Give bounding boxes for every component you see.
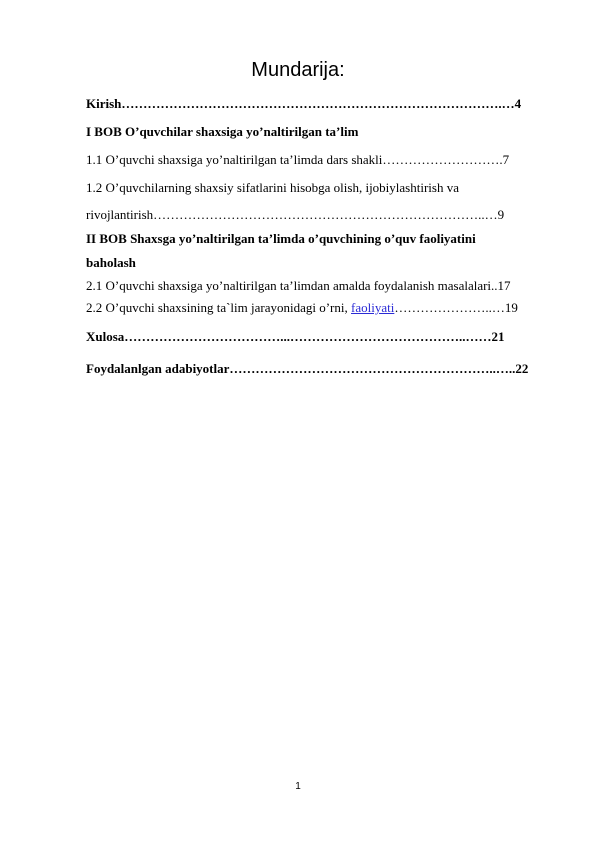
page-number: 1 bbox=[295, 781, 301, 792]
toc-entry-references: Foydalanlgan adabiyotlar……………………………………………………..…..22 bbox=[86, 361, 529, 376]
page-title: Mundarija: bbox=[251, 59, 345, 81]
toc-entry-1-1: 1.1 O’quvchi shaxsiga yo’naltirilgan ta’limda dars shakli……………………….7 bbox=[86, 152, 510, 167]
toc-entry-2-2 bbox=[86, 300, 518, 316]
toc-chapter-1-title: I BOB O’quvchilar shaxsiga yo’naltirilgan ta’lim bbox=[86, 124, 359, 139]
toc-entry-1-2-line1: 1.2 O’quvchilarning shaxsiy sifatlarini hisobga olish, ijobiylashtirish va bbox=[86, 180, 459, 195]
toc-chapter-2-title-line2: baholash bbox=[86, 255, 136, 270]
toc-entry-1-2-line2: rivojlantirish…………………………………………………………………..…9 bbox=[86, 207, 505, 222]
toc-chapter-2-title-line1: II BOB Shaxsga yo’naltirilgan ta’limda o’quvchining o’quv faoliyatini bbox=[86, 231, 476, 246]
toc-entry-conclusion: Xulosa………………………………...…………………………………..……21 bbox=[86, 329, 505, 344]
toc-entry-2-2-suffix: …………………..…19 bbox=[394, 300, 518, 315]
toc-entry-intro: Kirish…………………………………………………………………………….…4 bbox=[86, 96, 522, 111]
faoliyati-link[interactable]: faoliyati bbox=[351, 300, 395, 315]
toc-entry-2-1: 2.1 O’quvchi shaxsiga yo’naltirilgan ta’limdan amalda foydalanish masalalari..17 bbox=[86, 278, 511, 293]
toc-entry-2-2-prefix: 2.2 O’quvchi shaxsining ta`lim jarayonidagi o’rni, bbox=[86, 300, 352, 315]
